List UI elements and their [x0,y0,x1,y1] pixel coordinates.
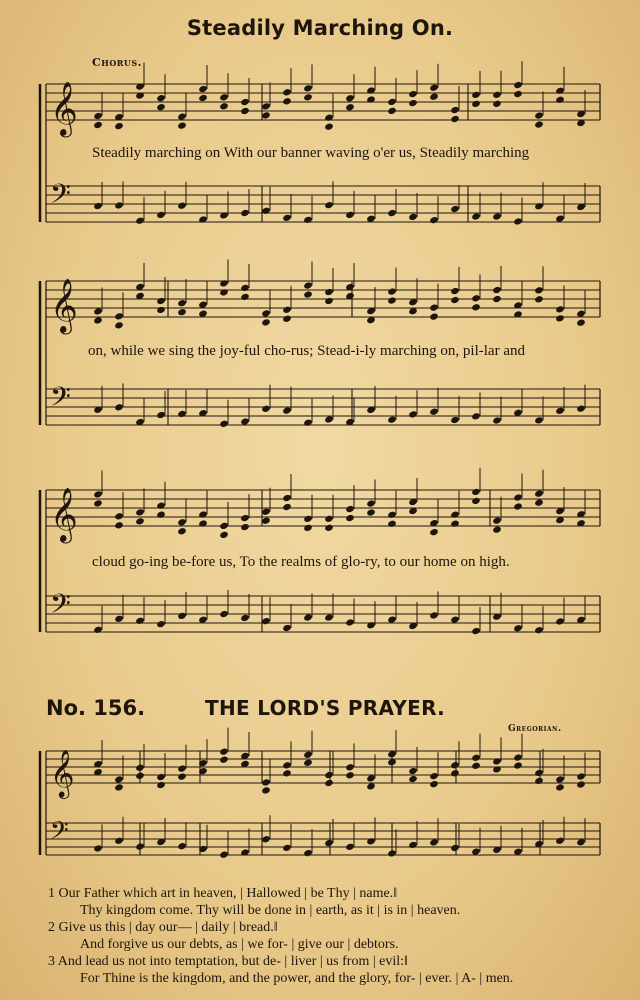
note-head [576,780,586,788]
verse-1-line-2: Thy kingdom come. Thy will be done in | earth, as it | is in | heaven. [80,903,461,918]
verse-3-line-1: 3 And lead us not into temptation, but de- | liver | us from | evil:‖ [48,954,408,969]
note-head [324,122,334,130]
note-head [114,122,124,130]
bass-clef-icon: 𝄢 [50,816,69,850]
note-head [156,411,166,419]
note-head [513,753,523,761]
note-head [93,112,103,120]
note-head [471,91,481,99]
note-head [261,786,271,794]
note-head [219,288,229,296]
note-head [261,207,271,215]
note-head [450,115,460,123]
note-head [177,842,187,850]
note-head [513,493,523,501]
note-head [492,212,502,220]
note-head [471,847,481,855]
note-head [408,90,418,98]
note-head [576,772,586,780]
note-head [408,410,418,418]
note-head [261,517,271,525]
note-head [114,312,124,320]
note-head [303,515,313,523]
note-head [177,612,187,620]
note-head [156,620,166,628]
note-head [345,211,355,219]
tune-name: Gregorian. [508,724,562,734]
note-head [219,420,229,428]
note-head [324,288,334,296]
note-head [324,524,334,532]
note-head [177,772,187,780]
note-head [387,98,397,106]
note-head [135,217,145,225]
note-head [450,520,460,528]
treble-clef-icon: 𝄞 [50,488,78,542]
note-head [429,611,439,619]
note-head [513,217,523,225]
note-head [219,747,229,755]
note-head [429,93,439,101]
note-head [240,293,250,301]
note-head [492,295,502,303]
note-head [450,205,460,213]
note-head [408,213,418,221]
note-head [513,761,523,769]
note-head [324,779,334,787]
note-head [429,772,439,780]
note-head [303,849,313,857]
note-head [303,84,313,92]
note-head [135,764,145,772]
note-head [555,775,565,783]
song-title: Steadily Marching On. [186,16,454,40]
note-head [303,751,313,759]
note-head [261,111,271,119]
note-head [114,615,124,623]
note-head [240,209,250,217]
note-head [240,98,250,106]
note-head [534,295,544,303]
note-head [366,508,376,516]
note-head [534,499,544,507]
note-head [450,106,460,114]
note-head [387,296,397,304]
note-head [513,81,523,89]
note-head [177,410,187,418]
note-head [261,508,271,516]
note-head [198,519,208,527]
note-head [114,775,124,783]
note-head [429,303,439,311]
note-head [261,309,271,317]
note-head [492,525,502,533]
note-head [156,211,166,219]
note-head [429,838,439,846]
note-head [135,517,145,525]
note-head [135,772,145,780]
note-head [534,769,544,777]
note-head [366,837,376,845]
lyric-line-1: Steadily marching on With our banner waving o'er us, Steadily marching [92,145,530,161]
note-head [93,490,103,498]
lyric-line-2: on, while we sing the joy-ful cho-rus; Stead-i-ly marching on, pil-lar and [88,343,525,359]
note-head [492,516,502,524]
note-head [387,287,397,295]
note-head [282,844,292,852]
hymn-title: THE LORD'S PRAYER. [205,696,446,720]
note-head [177,764,187,772]
note-head [282,503,292,511]
note-head [282,761,292,769]
note-head [534,416,544,424]
verse-2-line-2: And forgive us our debts, as | we for- | give our | debtors. [80,937,399,952]
note-head [492,416,502,424]
note-head [303,613,313,621]
note-head [156,510,166,518]
note-head [93,121,103,129]
note-head [576,319,586,327]
note-head [114,201,124,209]
chorus-label: Chorus. [92,56,143,69]
note-head [366,621,376,629]
note-head [114,321,124,329]
note-head [219,610,229,618]
note-head [471,412,481,420]
note-head [156,297,166,305]
note-head [345,843,355,851]
note-head [555,783,565,791]
note-head [513,502,523,510]
note-head [93,499,103,507]
verse-1-line-1: 1 Our Father which art in heaven, | Hallowed | be Thy | name.‖ [48,886,398,901]
note-head [135,842,145,850]
note-head [576,404,586,412]
note-head [324,415,334,423]
note-head [324,113,334,121]
note-head [240,514,250,522]
note-head [534,286,544,294]
note-head [387,416,397,424]
note-head [450,416,460,424]
note-head [303,759,313,767]
note-head [219,522,229,530]
note-head [93,316,103,324]
treble-clef-icon: 𝄞 [50,82,78,136]
verse-3-line-2: For Thine is the kingdom, and the power, and the glory, for- | ever. | A- | men. [80,971,514,986]
note-head [177,299,187,307]
note-head [429,780,439,788]
note-head [303,419,313,427]
note-head [345,763,355,771]
note-head [114,512,124,520]
note-head [156,781,166,789]
note-head [303,524,313,532]
note-head [261,318,271,326]
note-head [114,403,124,411]
note-head [282,306,292,314]
note-head [387,520,397,528]
note-head [387,209,397,217]
note-head [282,494,292,502]
note-head [282,624,292,632]
note-head [345,771,355,779]
note-head [429,312,439,320]
note-head [534,626,544,634]
note-head [471,294,481,302]
note-head [219,279,229,287]
note-head [177,308,187,316]
note-head [324,297,334,305]
note-head [282,769,292,777]
note-head [471,497,481,505]
note-head [555,314,565,322]
note-head [219,531,229,539]
note-head [555,87,565,95]
note-head [366,499,376,507]
note-head [429,84,439,92]
note-head [429,216,439,224]
note-head [450,296,460,304]
note-head [387,511,397,519]
note-head [555,96,565,104]
note-head [282,214,292,222]
verse-2-line-1: 2 Give us this | day our— | daily | bread.‖ [48,920,278,935]
treble-clef-icon: 𝄞 [50,748,75,797]
note-head [282,97,292,105]
note-head [387,107,397,115]
note-head [492,286,502,294]
bass-clef-icon: 𝄢 [50,381,71,419]
note-head [408,841,418,849]
note-head [471,488,481,496]
note-head [387,615,397,623]
note-head [219,755,229,763]
note-head [93,626,103,634]
lyric-line-3: cloud go-ing be-fore us, To the realms of glo-ry, to our home on high. [92,554,510,570]
note-head [534,120,544,128]
note-head [261,835,271,843]
note-head [324,613,334,621]
note-head [471,754,481,762]
note-head [177,518,187,526]
note-head [93,307,103,315]
note-head [471,762,481,770]
note-head [156,103,166,111]
note-head [534,777,544,785]
note-head [156,306,166,314]
note-head [555,407,565,415]
note-head [282,88,292,96]
note-head [198,94,208,102]
bass-clef-icon: 𝄢 [50,588,71,626]
note-head [492,91,502,99]
note-head [93,844,103,852]
note-head [345,94,355,102]
note-head [303,290,313,298]
note-head [156,501,166,509]
note-head [114,521,124,529]
note-head [345,505,355,513]
note-head [219,850,229,858]
note-head [408,775,418,783]
note-head [240,417,250,425]
note-head [177,121,187,129]
note-head [177,112,187,120]
note-head [555,214,565,222]
note-head [471,212,481,220]
note-head [240,614,250,622]
note-head [261,102,271,110]
note-head [135,508,145,516]
note-head [555,837,565,845]
note-head [534,202,544,210]
note-head [492,100,502,108]
note-head [240,523,250,531]
note-head [471,100,481,108]
note-head [282,315,292,323]
note-head [324,201,334,209]
note-head [429,528,439,536]
note-head [135,617,145,625]
note-head [303,281,313,289]
note-head [303,93,313,101]
note-head [345,618,355,626]
note-head [156,773,166,781]
bass-clef-icon: 𝄢 [50,178,71,216]
note-head [408,767,418,775]
note-head [492,765,502,773]
note-head [114,783,124,791]
note-head [177,527,187,535]
note-head [240,284,250,292]
note-head [513,90,523,98]
note-head [534,490,544,498]
note-head [156,94,166,102]
note-head [534,111,544,119]
note-head [219,93,229,101]
note-head [366,86,376,94]
note-head [366,95,376,103]
note-head [513,624,523,632]
note-head [408,99,418,107]
hymn-number: No. 156. [46,696,146,720]
note-head [450,761,460,769]
note-head [198,85,208,93]
note-head [324,515,334,523]
treble-clef-icon: 𝄞 [50,279,78,333]
note-head [324,839,334,847]
note-head [345,514,355,522]
note-head [471,627,481,635]
note-head [387,849,397,857]
note-head [324,771,334,779]
note-head [450,287,460,295]
note-head [114,837,124,845]
note-head [198,510,208,518]
note-head [429,408,439,416]
note-head [240,848,250,856]
note-head [555,305,565,313]
note-head [240,107,250,115]
note-head [219,211,229,219]
note-head [492,757,502,765]
note-head [93,202,103,210]
note-head [471,303,481,311]
note-head [303,216,313,224]
note-head [177,202,187,210]
note-head [261,617,271,625]
note-head [282,406,292,414]
note-head [261,405,271,413]
note-head [345,103,355,111]
note-head [261,778,271,786]
note-head [555,617,565,625]
note-head [450,844,460,852]
note-head [450,511,460,519]
note-head [219,102,229,110]
note-head [450,769,460,777]
